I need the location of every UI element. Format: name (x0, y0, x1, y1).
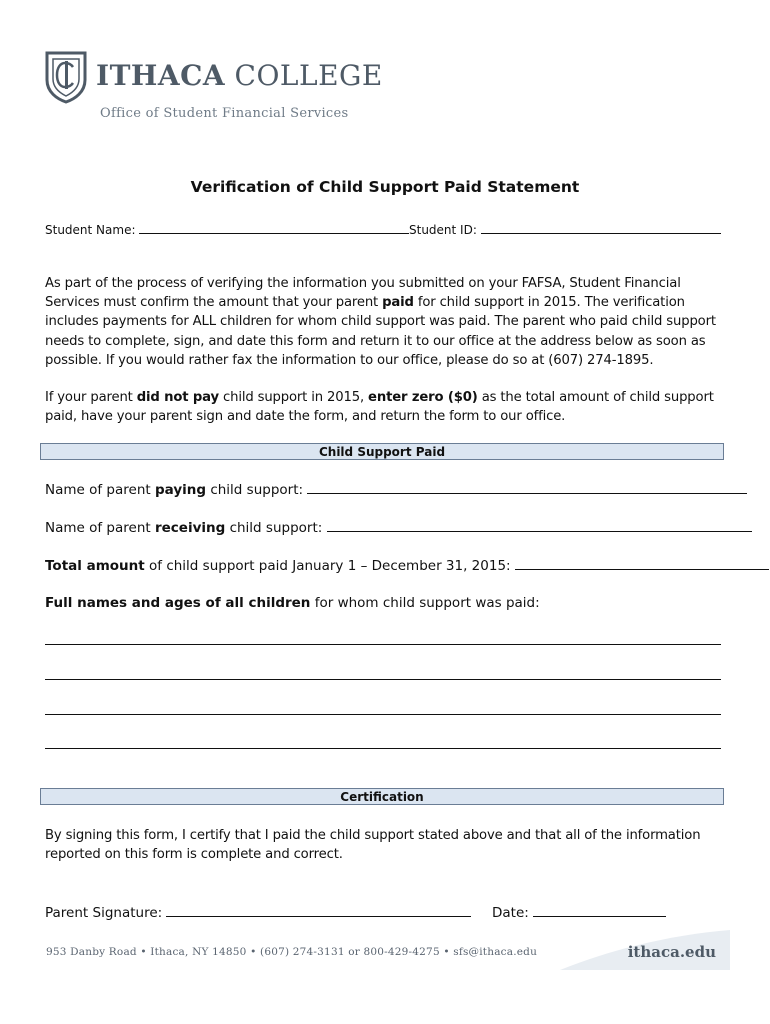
total-amount-label-bold: Total amount (45, 558, 145, 574)
certification-section-heading: Certification (40, 788, 724, 805)
children-line-4[interactable] (45, 748, 721, 749)
paying-label-bold: paying (154, 482, 207, 498)
certification-statement: By signing this form, I certify that I paid the child support stated above and that all of the information reported on this form is complete and correct. (45, 828, 701, 863)
parent-receiving-field[interactable] (327, 518, 752, 532)
receiving-label-pre: Name of parent (45, 520, 155, 536)
children-line-3[interactable] (45, 714, 721, 715)
children-names-label (45, 594, 540, 612)
paying-label-post: child support: (206, 482, 308, 498)
zero-text-3: as the total amount of child support paid, have your parent sign and date the form, and return the form to our office. (45, 390, 714, 425)
parent-signature-field[interactable] (166, 903, 471, 917)
total-amount-row (45, 556, 769, 575)
parent-paying-row (45, 480, 747, 499)
date-row (492, 903, 666, 922)
college-name-rest: COLLEGE (225, 59, 383, 92)
paying-label-pre: Name of parent (45, 482, 155, 498)
child-support-section-heading: Child Support Paid (40, 443, 724, 460)
student-name-field[interactable] (139, 220, 409, 234)
zero-bold-enter-zero: enter zero ($0) (368, 390, 478, 405)
footer-address: 953 Danby Road • Ithaca, NY 14850 • (607) 274-3131 or 800-429-4275 • sfs@ithaca.edu (46, 946, 538, 958)
form-title: Verification of Child Support Paid Statement (190, 178, 580, 196)
student-id-label: Student ID: (409, 223, 481, 237)
total-amount-label-post: of child support paid January 1 – December 31, 2015: (144, 558, 515, 574)
total-amount-field[interactable] (515, 556, 769, 570)
date-label: Date: (492, 905, 534, 921)
parent-receiving-row (45, 518, 752, 537)
intro-paragraph (45, 274, 727, 370)
date-field[interactable] (533, 903, 666, 917)
zero-instructions-paragraph (45, 388, 727, 426)
receiving-label-post: child support: (225, 520, 327, 536)
student-name-row (45, 220, 409, 239)
receiving-label-bold: receiving (154, 520, 226, 536)
signature-row (45, 903, 471, 922)
college-name-bold: ITHACA (96, 59, 226, 92)
student-name-label: Student Name: (45, 223, 140, 237)
office-name: Office of Student Financial Services (100, 106, 349, 121)
student-id-field[interactable] (481, 220, 721, 234)
children-label-post: for whom child support was paid: (310, 595, 540, 611)
children-line-2[interactable] (45, 679, 721, 680)
intro-text-2: for child support in 2015. The verification includes payments for ALL children for whom child support was paid. The parent who paid child support needs to complete, sign, and date this form and return it to our office at the address below as soon as possible. If you would rather fax the information to our office, please do so at (607) 274-1895. (45, 295, 716, 368)
signature-label: Parent Signature: (45, 905, 167, 921)
footer-website-brand: ithaca.edu (627, 943, 716, 961)
zero-text-1: If your parent (45, 390, 137, 405)
parent-paying-field[interactable] (307, 480, 747, 494)
intro-bold-paid: paid (382, 295, 414, 311)
college-name (96, 60, 383, 92)
children-line-1[interactable] (45, 644, 721, 645)
ithaca-college-shield-logo (44, 50, 88, 108)
zero-text-2: child support in 2015, (218, 390, 369, 405)
intro-text-1: As part of the process of verifying the information you submitted on your FAFSA, Student Financial Services must confirm the amount that your parent (45, 276, 681, 311)
student-id-row (409, 220, 721, 239)
zero-bold-did-not-pay: did not pay (136, 390, 219, 405)
children-label-bold: Full names and ages of all children (45, 595, 311, 611)
